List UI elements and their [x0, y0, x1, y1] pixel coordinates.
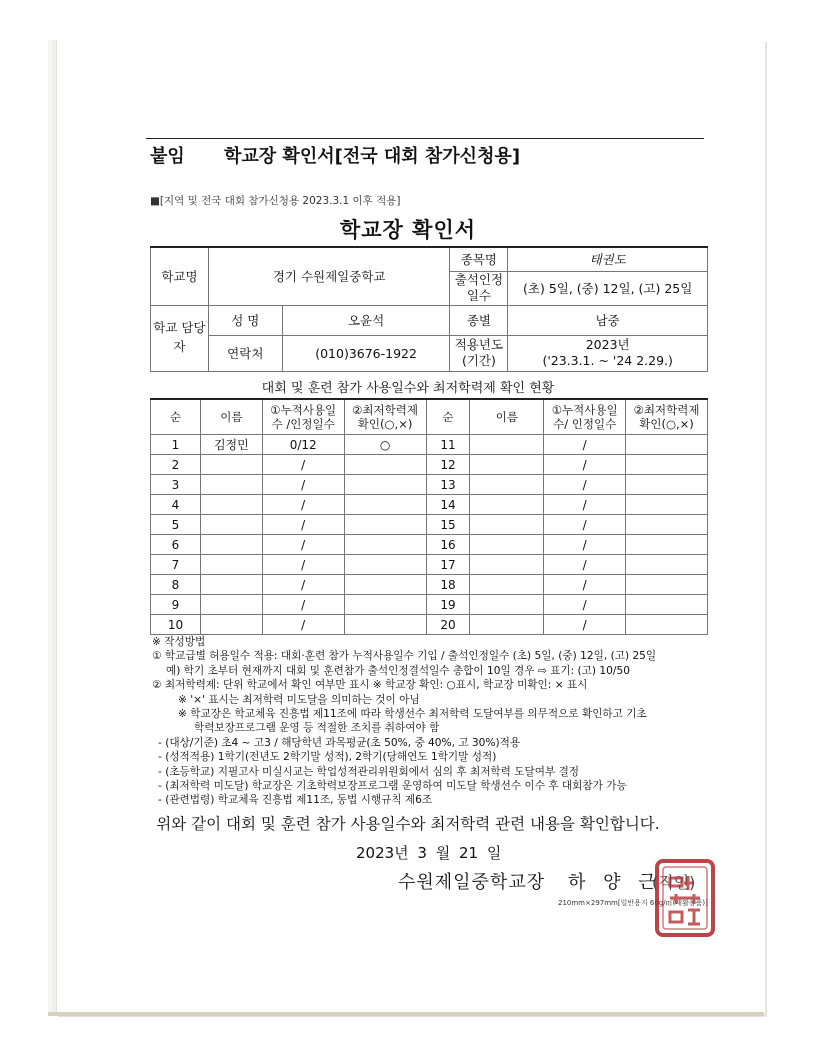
row-no: 20 [426, 615, 470, 635]
row-name [470, 455, 544, 475]
row-days: / [262, 555, 344, 575]
row-check [344, 595, 426, 615]
row-check [344, 475, 426, 495]
row-name [200, 575, 262, 595]
row-days: / [544, 615, 626, 635]
row-no: 19 [426, 595, 470, 615]
row-days: / [544, 495, 626, 515]
heading-underline [146, 138, 704, 139]
instruction-line: - (최저학력 미도달) 학교장은 기초학력보장프로그램 운영하여 미도달 학생선수 이수 후 대회참가 가능 [158, 780, 627, 793]
row-check [626, 535, 708, 555]
row-check [344, 515, 426, 535]
row-days: / [544, 535, 626, 555]
instruction-line: - (성적적용) 1학기(전년도 2학기말 성적), 2학기(당해연도 1학기말 성적) [158, 751, 497, 764]
row-check [626, 475, 708, 495]
row-no: 10 [151, 615, 201, 635]
row-no: 9 [151, 595, 201, 615]
name-label: 성 명 [208, 305, 282, 335]
table-row [151, 495, 708, 515]
manager-label: 학교 담당자 [151, 305, 209, 371]
row-days: 0/12 [262, 435, 344, 455]
attend-value: (초) 5일, (중) 12일, (고) 25일 [508, 271, 708, 305]
row-check [626, 495, 708, 515]
row-days: / [262, 615, 344, 635]
official-seal-icon [654, 858, 716, 938]
row-check [626, 595, 708, 615]
row-name [470, 435, 544, 455]
principal-name: 하 양 근 [568, 872, 662, 893]
row-check [344, 575, 426, 595]
table-row [151, 515, 708, 535]
row-days: / [544, 475, 626, 495]
row-name [200, 535, 262, 555]
row-days: / [262, 455, 344, 475]
row-name [470, 595, 544, 615]
row-days: / [544, 515, 626, 535]
event-value: 태권도 [508, 247, 708, 271]
page-title: 학교장 확인서 [339, 218, 477, 242]
row-no: 16 [426, 535, 470, 555]
table-row [151, 615, 708, 635]
row-no: 18 [426, 575, 470, 595]
row-days: / [544, 595, 626, 615]
row-name [470, 535, 544, 555]
header-check: ②최저학력제 확인(○,×) [626, 399, 708, 435]
row-no: 6 [151, 535, 201, 555]
row-check [344, 495, 426, 515]
table-row [151, 475, 708, 495]
document-heading: 학교장 확인서[전국 대회 참가신청용] [224, 146, 521, 167]
row-no: 7 [151, 555, 201, 575]
row-name: 김정민 [200, 435, 262, 455]
row-name [200, 475, 262, 495]
year-value: 2023년 [585, 336, 630, 352]
row-days: / [262, 475, 344, 495]
instruction-line: ② 최저학력제: 단위 학교에서 확인 여부만 표시 ※ 학교장 확인: ○표시, 학교장 미확인: × 표시 [152, 679, 588, 692]
row-check: ○ [344, 435, 426, 455]
instruction-line: 학력보장프로그램 운영 등 적절한 조치를 취하여야 함 [194, 722, 440, 735]
row-days: / [262, 575, 344, 595]
attachment-tag: 붙임 [150, 146, 185, 167]
header-check: ②최저학력제 확인(○,×) [344, 399, 426, 435]
row-days: / [544, 555, 626, 575]
header-days: ①누적사용일수 /인정일수 [262, 399, 344, 435]
row-name [470, 515, 544, 535]
row-name [200, 515, 262, 535]
row-no: 1 [151, 435, 201, 455]
row-check [344, 535, 426, 555]
row-days: / [262, 495, 344, 515]
row-check [626, 575, 708, 595]
row-name [200, 615, 262, 635]
event-label: 종목명 [450, 247, 508, 271]
seal-placeholder: (직인) [652, 873, 696, 892]
row-check [626, 435, 708, 455]
header-no: 순 [426, 399, 470, 435]
row-days: / [262, 535, 344, 555]
header-days: ①누적사용일수/ 인정일수 [544, 399, 626, 435]
instruction-line: ※ '×' 표시는 최저학력 미도달을 의미하는 것이 아님 [178, 693, 420, 706]
table-row [151, 455, 708, 475]
table-row [151, 535, 708, 555]
instruction-line: - (관련법령) 학교체육 진흥법 제11조, 동법 시행규칙 제6조 [158, 794, 433, 807]
row-days: / [262, 515, 344, 535]
row-no: 3 [151, 475, 201, 495]
paper-edge [48, 1012, 764, 1016]
row-no: 12 [426, 455, 470, 475]
row-days: / [262, 595, 344, 615]
row-days: / [544, 575, 626, 595]
school-principal-title: 수원제일중학교장 [398, 872, 546, 893]
row-check [344, 615, 426, 635]
school-label: 학교명 [151, 247, 209, 305]
row-check [626, 455, 708, 475]
row-name [470, 615, 544, 635]
year-label: 적용년도 (기간) [450, 335, 508, 371]
contact-value: (010)3676-1922 [282, 335, 450, 371]
row-name [200, 495, 262, 515]
row-check [626, 515, 708, 535]
instruction-line: ① 학교급별 허용일수 적용: 대회·훈련 참가 누적사용일수 기입 / 출석인정일수 (초) 5일, (중) 12일, (고) 25일 [152, 650, 657, 663]
participation-table [150, 398, 708, 635]
row-no: 4 [151, 495, 201, 515]
signature-date: 2023년 3 월 21 일 [356, 844, 502, 862]
row-check [626, 555, 708, 575]
year-cell [508, 335, 708, 371]
row-name [200, 455, 262, 475]
instruction-line: - (초등학교) 지필고사 미실시교는 학업성적관리위원회에서 심의 후 최저학력 도달여부 결정 [158, 765, 580, 778]
row-no: 5 [151, 515, 201, 535]
row-no: 8 [151, 575, 201, 595]
row-no: 17 [426, 555, 470, 575]
row-name [200, 595, 262, 615]
header-no: 순 [151, 399, 201, 435]
school-info-table [150, 246, 708, 372]
row-check [344, 555, 426, 575]
header-name: 이름 [470, 399, 544, 435]
row-no: 11 [426, 435, 470, 455]
instruction-line: 예) 학기 초부터 현재까지 대회 및 훈련참가 출석인정결석일수 총합이 10일 경우 ⇨ 표기: (고) 10/50 [166, 664, 630, 677]
row-name [470, 555, 544, 575]
confirmation-statement: 위와 같이 대회 및 훈련 참가 사용일수와 최저학력 관련 내용을 확인합니다. [156, 815, 660, 833]
contact-label: 연락처 [208, 335, 282, 371]
row-name [470, 495, 544, 515]
instruction-line: ※ 학교장은 학교체육 진흥법 제11조에 따라 학생선수 최저학력 도달여부를 의무적으로 확인하고 기초 [178, 708, 647, 721]
row-name [470, 475, 544, 495]
row-no: 13 [426, 475, 470, 495]
row-no: 14 [426, 495, 470, 515]
attend-label: 출석인정 일수 [450, 271, 508, 305]
table-row [151, 435, 708, 455]
row-check [344, 455, 426, 475]
table-row [151, 575, 708, 595]
writing-instructions [152, 635, 712, 808]
applicability-note: ■[지역 및 전국 대회 참가신청용 2023.3.1 이후 적용] [150, 195, 401, 207]
year-period: ('23.3.1. ~ '24 2.29.) [542, 353, 673, 368]
section-title: 대회 및 훈련 참가 사용일수와 최저학력제 확인 현황 [261, 381, 555, 396]
row-no: 2 [151, 455, 201, 475]
row-no: 15 [426, 515, 470, 535]
row-name [470, 575, 544, 595]
gender-value: 남중 [508, 305, 708, 335]
gender-label: 종별 [450, 305, 508, 335]
school-value: 경기 수원제일중학교 [208, 247, 450, 305]
row-name [200, 555, 262, 575]
header-name: 이름 [200, 399, 262, 435]
table-row [151, 595, 708, 615]
paper-spec: 210mm×297mm[일반용지 60g/㎡(재활용품)] [558, 899, 708, 907]
name-value: 오윤석 [282, 305, 450, 335]
instruction-line: ※ 작성방법 [152, 636, 206, 648]
table-row [151, 555, 708, 575]
instruction-line: - (대상/기준) 초4 ~ 고3 / 해당학년 과목평균(초 50%, 중 40%, 고 30%)적용 [158, 736, 521, 749]
row-days: / [544, 435, 626, 455]
row-days: / [544, 455, 626, 475]
row-check [626, 615, 708, 635]
